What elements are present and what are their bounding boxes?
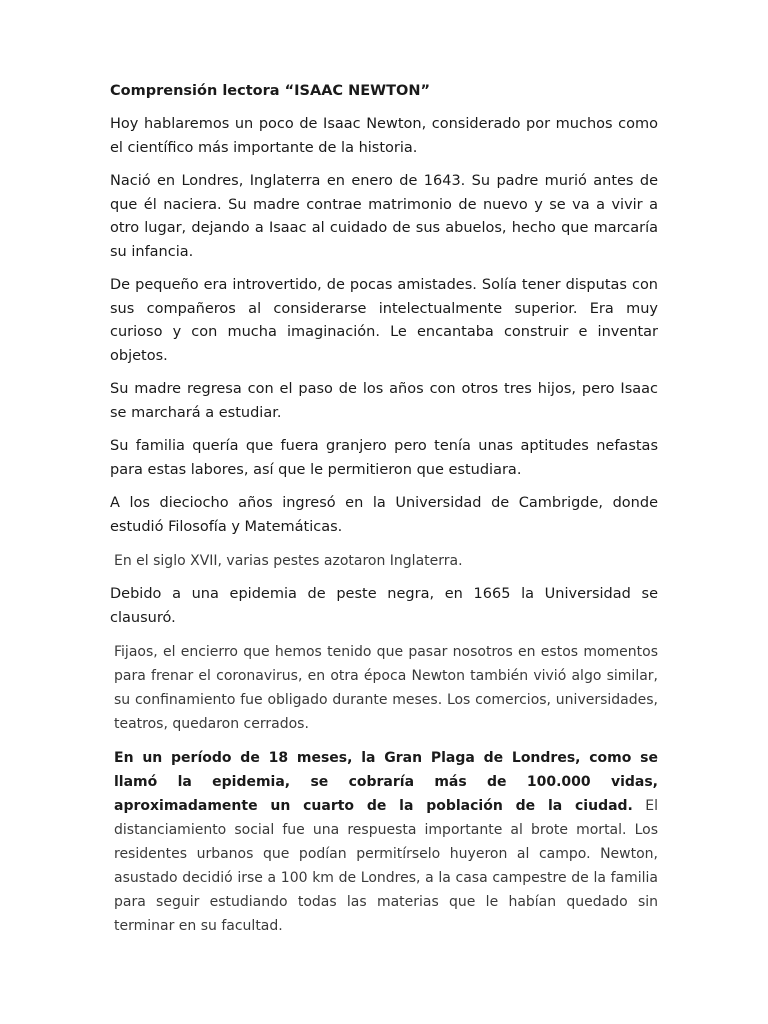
paragraph-epidemic-closure: Debido a una epidemia de peste negra, en 1665 la Universidad se clausuró.	[110, 586, 658, 626]
paragraph-university: A los dieciocho años ingresó en la Universidad de Cambrigde, donde estudió Filosofía y Matemáticas.	[110, 495, 658, 535]
paragraph-birth: Nació en Londres, Inglaterra en enero de 1643. Su padre murió antes de que él naciera. Su madre contrae matrimonio de nuevo y se va a vivir a otro lugar, dejando a Isaac al cuidado de sus abuelos, hecho que marcaría su infancia.	[110, 173, 658, 260]
paragraph-intro: Hoy hablaremos un poco de Isaac Newton, considerado por muchos como el científico más importante de la historia.	[110, 116, 658, 156]
document-page	[110, 80, 658, 948]
paragraph-family-farmer: Su familia quería que fuera granjero pero tenía unas aptitudes nefastas para estas labores, así que le permitieron que estudiara.	[110, 438, 658, 478]
great-plague-continuation: El distanciamiento social fue una respuesta importante al brote mortal. Los residentes urbanos que podían permitírselo huyeron al campo. Newton, asustado decidió irse a 100 km de Londres, a la casa campestre de la familia para seguir estudiando todas las materias que le habían quedado sin terminar en su facultad.	[114, 798, 659, 934]
paragraph-mother-returns: Su madre regresa con el paso de los años con otros tres hijos, pero Isaac se marchará a estudiar.	[110, 381, 658, 421]
paragraph-plagues: En el siglo XVII, varias pestes azotaron Inglaterra.	[114, 553, 463, 569]
great-plague-highlight: En un período de 18 meses, la Gran Plaga de Londres, como se llamó la epidemia, se cobraría más de 100.000 vidas, aproximadamente un cuarto de la población de la ciudad.	[114, 750, 658, 814]
paragraph-great-plague	[110, 746, 658, 938]
document-title: Comprensión lectora “ISAAC NEWTON”	[110, 83, 431, 99]
paragraph-childhood: De pequeño era introvertido, de pocas amistades. Solía tener disputas con sus compañeros al considerarse intelectualmente superior. Era muy curioso y con mucha imaginación. Le encantaba construir e inventar objetos.	[110, 277, 658, 364]
paragraph-lockdown-comparison: Fijaos, el encierro que hemos tenido que pasar nosotros en estos momentos para frenar el coronavirus, en otra época Newton también vivió algo similar, su confinamiento fue obligado durante meses. Los comercios, universidades, teatros, quedaron cerrados.	[114, 644, 658, 732]
